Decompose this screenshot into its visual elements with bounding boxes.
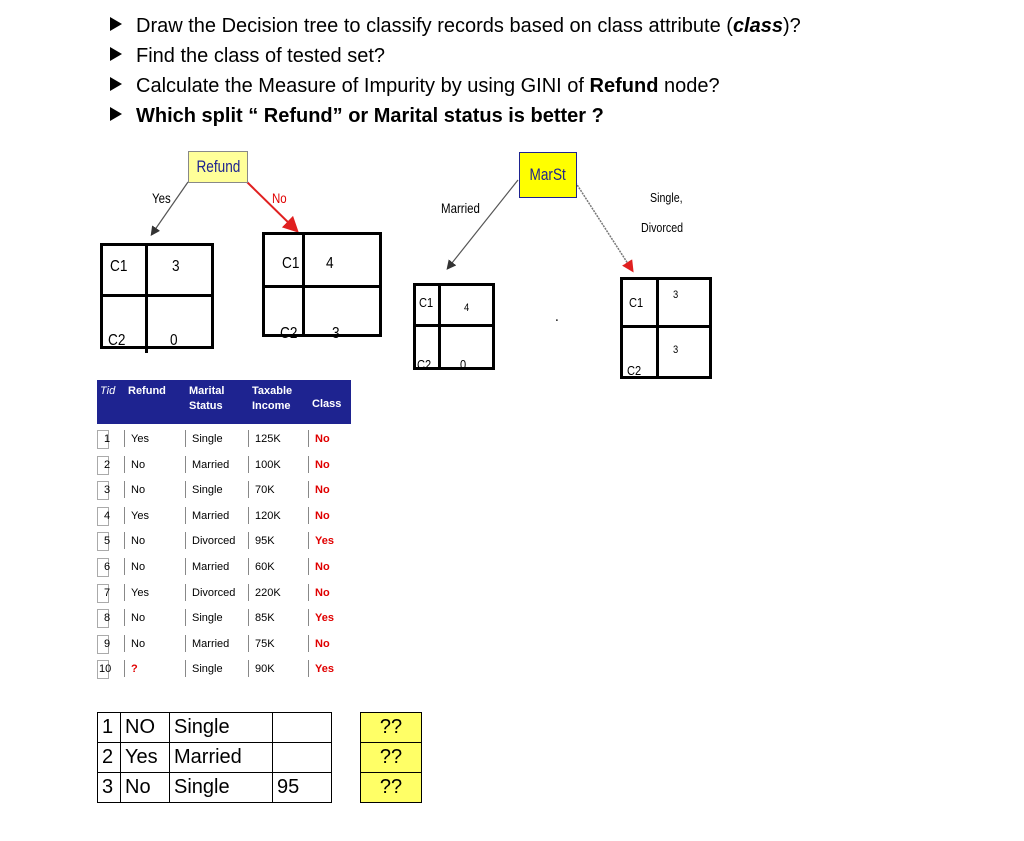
cell-income: 90K bbox=[255, 663, 275, 676]
test-income bbox=[273, 713, 332, 743]
cell-marital: Single bbox=[192, 612, 223, 625]
table-row bbox=[97, 505, 351, 527]
cell-border bbox=[185, 609, 186, 626]
table-row bbox=[98, 743, 422, 773]
cell-income: 85K bbox=[255, 612, 275, 625]
table-row bbox=[97, 556, 351, 578]
cell-border bbox=[124, 532, 125, 549]
question-4: Which split “ Refund” or Marital status is better ? bbox=[110, 104, 604, 128]
leaf-divider bbox=[145, 243, 148, 353]
marst-single-edge bbox=[574, 180, 632, 270]
cell-refund: Yes bbox=[131, 433, 149, 445]
cell-tid: 3 bbox=[104, 484, 111, 497]
test-income bbox=[273, 743, 332, 773]
cell-border bbox=[308, 532, 309, 549]
training-data-table bbox=[97, 380, 351, 685]
test-marital: Single bbox=[170, 713, 273, 743]
single-c2-label: C2 bbox=[627, 363, 642, 378]
cell-income: 95K bbox=[255, 535, 275, 548]
refund-yes-c2-value: 0 bbox=[170, 332, 178, 349]
test-id: 2 bbox=[98, 743, 121, 773]
question-2: Find the class of tested set? bbox=[110, 44, 385, 68]
marst-divorced-label: Divorced bbox=[641, 220, 684, 235]
married-c2-value: 0 bbox=[460, 357, 467, 372]
cell-refund: No bbox=[131, 637, 146, 650]
cell-border bbox=[124, 481, 125, 498]
col-tid: Tid bbox=[100, 385, 116, 397]
marst-married-edge bbox=[448, 180, 518, 268]
cell-cls: Yes bbox=[315, 663, 334, 676]
cell-tid: 10 bbox=[99, 663, 112, 676]
cell-cls: No bbox=[315, 484, 330, 497]
refund-no-c2-value: 3 bbox=[332, 325, 340, 342]
cell-income: 75K bbox=[255, 637, 275, 650]
cell-refund: No bbox=[131, 535, 146, 548]
cell-border bbox=[248, 635, 249, 652]
cell-tid: 9 bbox=[104, 637, 111, 650]
cell-marital: Married bbox=[192, 509, 230, 522]
leaf-divider bbox=[262, 285, 382, 288]
cell-cls: No bbox=[315, 586, 330, 599]
question-1: Draw the Decision tree to classify records based on class attribute (class)? bbox=[110, 14, 801, 38]
cell-border bbox=[308, 430, 309, 447]
cell-border bbox=[308, 660, 309, 677]
cell-tid: 7 bbox=[104, 586, 111, 599]
leaf-divider bbox=[620, 325, 712, 328]
table-row bbox=[97, 582, 351, 604]
stray-dot: . bbox=[555, 308, 559, 325]
married-c1-label: C1 bbox=[419, 295, 434, 310]
cell-cls: Yes bbox=[315, 535, 334, 548]
leaf-divider bbox=[656, 277, 659, 379]
cell-border bbox=[248, 584, 249, 601]
cell-refund: No bbox=[131, 561, 146, 573]
cell-income: 60K bbox=[255, 561, 275, 573]
test-income: 95 bbox=[273, 773, 332, 803]
cell-border bbox=[185, 507, 186, 524]
single-c1-value: 3 bbox=[673, 289, 679, 301]
cell-border bbox=[124, 584, 125, 601]
test-marital: Married bbox=[170, 743, 273, 773]
cell-border bbox=[124, 609, 125, 626]
cell-income: 125K bbox=[255, 433, 281, 445]
cell-cls: No bbox=[315, 637, 330, 650]
table-row bbox=[97, 479, 351, 501]
test-class: ?? bbox=[361, 713, 422, 743]
refund-no-c1-value: 4 bbox=[326, 255, 334, 272]
cell-tid: 4 bbox=[104, 509, 111, 522]
cell-cls: No bbox=[315, 509, 330, 522]
cell-marital: Single bbox=[192, 484, 223, 497]
cell-border bbox=[124, 456, 125, 473]
refund-yes-label: Yes bbox=[152, 190, 171, 206]
cell-border bbox=[248, 532, 249, 549]
marst-root-node: MarSt bbox=[519, 152, 577, 198]
cell-marital: Single bbox=[192, 433, 223, 445]
test-class: ?? bbox=[361, 773, 422, 803]
cell-border bbox=[185, 660, 186, 677]
leaf-divider bbox=[438, 283, 441, 370]
leaf-divider bbox=[413, 324, 495, 327]
cell-border bbox=[124, 635, 125, 652]
cell-border bbox=[308, 635, 309, 652]
cell-border bbox=[248, 456, 249, 473]
cell-border bbox=[185, 558, 186, 575]
cell-refund: Yes bbox=[131, 509, 149, 522]
married-c1-value: 4 bbox=[464, 302, 470, 314]
cell-marital: Married bbox=[192, 458, 230, 471]
test-class: ?? bbox=[361, 743, 422, 773]
col-taxable-1: Taxable bbox=[252, 385, 293, 397]
refund-no-label: No bbox=[272, 190, 287, 206]
marst-married-label: Married bbox=[441, 200, 480, 216]
cell-cls: Yes bbox=[315, 612, 334, 625]
cell-border bbox=[124, 660, 125, 677]
leaf-divider bbox=[100, 294, 214, 297]
test-refund: NO bbox=[121, 713, 170, 743]
refund-yes-c1-value: 3 bbox=[172, 258, 180, 275]
cell-border bbox=[185, 481, 186, 498]
cell-border bbox=[185, 635, 186, 652]
table-row bbox=[98, 713, 422, 743]
cell-tid: 2 bbox=[104, 458, 111, 471]
col-class: Class bbox=[312, 398, 342, 410]
cell-border bbox=[248, 609, 249, 626]
cell-refund: ? bbox=[131, 663, 138, 676]
cell-income: 120K bbox=[255, 509, 281, 522]
refund-no-c1-label: C1 bbox=[282, 255, 300, 272]
cell-refund: No bbox=[131, 458, 146, 471]
cell-refund: No bbox=[131, 484, 146, 497]
table-row bbox=[97, 658, 351, 680]
cell-income: 220K bbox=[255, 586, 281, 599]
cell-income: 100K bbox=[255, 458, 281, 471]
test-refund: Yes bbox=[121, 743, 170, 773]
cell-refund: No bbox=[131, 612, 146, 625]
cell-border bbox=[248, 481, 249, 498]
table-row bbox=[97, 530, 351, 552]
cell-cls: No bbox=[315, 561, 330, 573]
marst-single-label: Single, bbox=[650, 190, 683, 205]
test-set-table bbox=[97, 712, 422, 803]
cell-cls: No bbox=[315, 433, 330, 445]
refund-yes-c1-label: C1 bbox=[110, 258, 128, 275]
cell-tid: 1 bbox=[104, 433, 111, 445]
refund-root-node: Refund bbox=[188, 151, 248, 183]
cell-border bbox=[124, 558, 125, 575]
spacer-cell bbox=[332, 773, 361, 803]
col-taxable-2: Income bbox=[252, 400, 291, 412]
refund-yes-c2-label: C2 bbox=[108, 332, 126, 349]
cell-border bbox=[248, 430, 249, 447]
single-c2-value: 3 bbox=[673, 344, 679, 356]
cell-marital: Married bbox=[192, 561, 230, 573]
cell-border bbox=[308, 481, 309, 498]
cell-border bbox=[248, 660, 249, 677]
married-c2-label: C2 bbox=[417, 357, 432, 372]
single-c1-label: C1 bbox=[629, 295, 644, 310]
test-marital: Single bbox=[170, 773, 273, 803]
cell-tid: 6 bbox=[104, 561, 111, 573]
cell-border bbox=[308, 456, 309, 473]
cell-border bbox=[248, 558, 249, 575]
cell-border bbox=[124, 430, 125, 447]
test-refund: No bbox=[121, 773, 170, 803]
cell-border bbox=[308, 507, 309, 524]
cell-border bbox=[124, 507, 125, 524]
cell-border bbox=[248, 507, 249, 524]
table-row bbox=[98, 773, 422, 803]
cell-tid: 5 bbox=[104, 535, 111, 548]
table-row bbox=[97, 454, 351, 476]
question-3: Calculate the Measure of Impurity by using GINI of Refund node? bbox=[110, 74, 720, 98]
cell-border bbox=[185, 532, 186, 549]
table-row bbox=[97, 428, 351, 450]
cell-border bbox=[308, 558, 309, 575]
cell-marital: Married bbox=[192, 637, 230, 650]
cell-border bbox=[185, 430, 186, 447]
cell-border bbox=[308, 609, 309, 626]
col-refund: Refund bbox=[128, 385, 166, 397]
cell-refund: Yes bbox=[131, 586, 149, 599]
cell-cls: No bbox=[315, 458, 330, 471]
test-id: 1 bbox=[98, 713, 121, 743]
col-marital-2: Status bbox=[189, 400, 223, 412]
refund-no-c2-label: C2 bbox=[280, 325, 298, 342]
test-id: 3 bbox=[98, 773, 121, 803]
table-row bbox=[97, 607, 351, 629]
cell-tid: 8 bbox=[104, 612, 111, 625]
col-marital-1: Marital bbox=[189, 385, 225, 397]
cell-marital: Divorced bbox=[192, 586, 236, 599]
spacer-cell bbox=[332, 713, 361, 743]
cell-marital: Divorced bbox=[192, 535, 236, 548]
cell-marital: Single bbox=[192, 663, 223, 676]
leaf-divider bbox=[302, 232, 305, 337]
cell-border bbox=[308, 584, 309, 601]
spacer-cell bbox=[332, 743, 361, 773]
table-row bbox=[97, 633, 351, 655]
cell-border bbox=[185, 584, 186, 601]
cell-border bbox=[185, 456, 186, 473]
cell-income: 70K bbox=[255, 484, 275, 497]
table-header bbox=[97, 380, 351, 424]
